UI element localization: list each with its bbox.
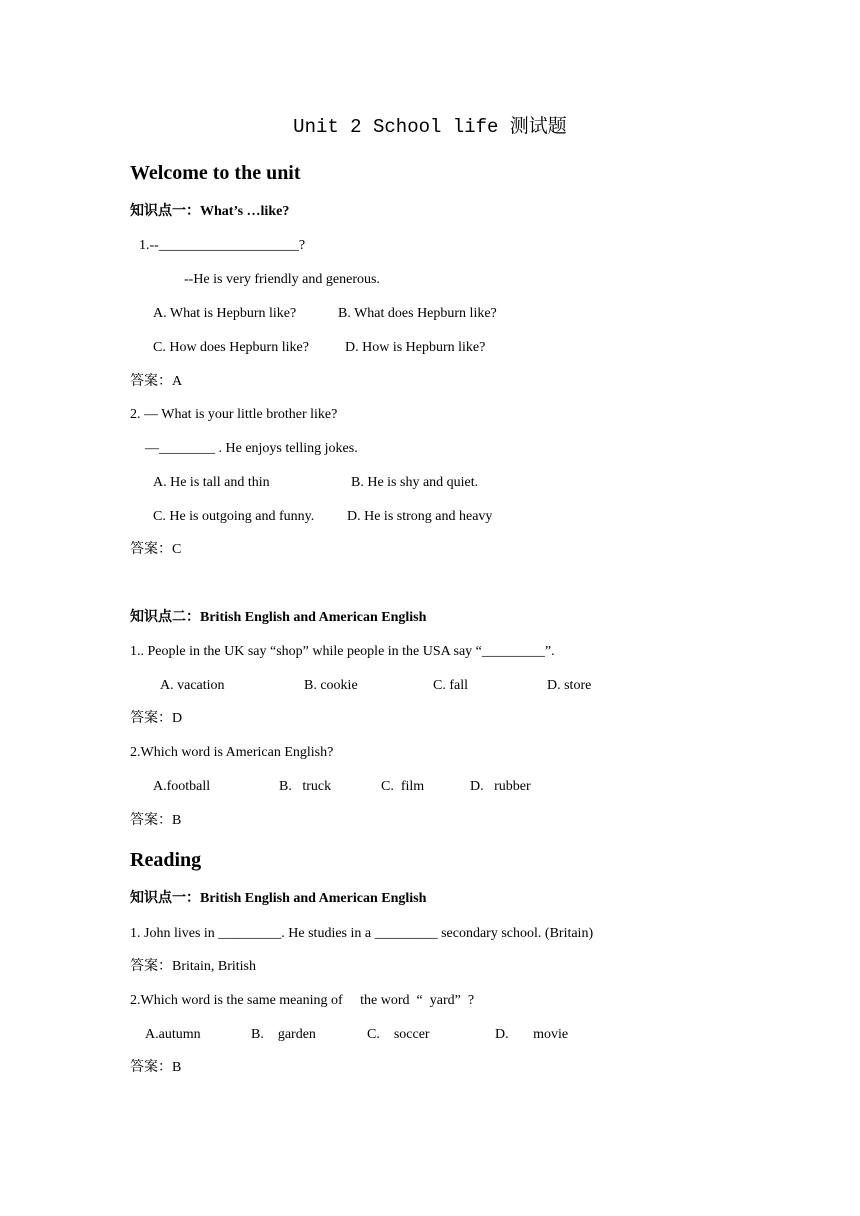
section-heading-reading: Reading [130, 849, 202, 871]
option-d: D. movie [495, 1027, 569, 1042]
option-a: A. vacation [160, 678, 225, 693]
option-c: C. fall [433, 678, 468, 693]
option-c: C. He is outgoing and funny. [153, 509, 315, 524]
option-a: A. He is tall and thin [153, 475, 270, 490]
option-b: B. garden [251, 1027, 316, 1042]
option-a: A. What is Hepburn like? [153, 306, 297, 321]
option-c: C. film [381, 779, 425, 794]
question-stem: 1. John lives in _________. He studies in a _________ secondary school. (Britain) [130, 926, 594, 941]
answer-line: 答案：B [130, 1060, 182, 1075]
option-c: C. How does Hepburn like? [153, 340, 309, 355]
option-d: D. He is strong and heavy [347, 509, 493, 524]
answer-line: 答案：C [130, 542, 182, 557]
question-reply: --He is very friendly and generous. [184, 272, 380, 287]
option-a: A.autumn [145, 1027, 201, 1042]
option-d: D. How is Hepburn like? [345, 340, 486, 355]
option-b: B. He is shy and quiet. [351, 475, 479, 490]
option-a: A.football [153, 779, 211, 794]
question-stem: 2.Which word is the same meaning of the word “ yard” ? [130, 993, 475, 1008]
option-d: D. rubber [470, 779, 531, 794]
knowledge-point-label: 知识点一：British English and American English [130, 891, 427, 906]
option-d: D. store [547, 678, 592, 693]
option-c: C. soccer [367, 1027, 430, 1042]
option-b: B. What does Hepburn like? [338, 306, 497, 321]
knowledge-point-label: 知识点二：British English and American English [130, 610, 427, 625]
question-stem: 2. — What is your little brother like? [130, 407, 338, 422]
answer-line: 答案：Britain, British [130, 959, 256, 974]
option-b: B. truck [279, 779, 332, 794]
question-stem: 1.. People in the UK say “shop” while people in the USA say “_________”. [130, 644, 555, 659]
question-reply: —________ . He enjoys telling jokes. [145, 441, 358, 456]
page-title: Unit 2 School life 测试题 [293, 116, 567, 138]
question-stem: 2.Which word is American English? [130, 745, 334, 760]
answer-line: 答案：A [130, 374, 183, 389]
option-b: B. cookie [304, 678, 358, 693]
question-stem: 1.--____________________? [139, 238, 306, 253]
answer-line: 答案：D [130, 711, 183, 726]
knowledge-point-label: 知识点一：What’s …like? [130, 204, 290, 219]
section-heading-welcome: Welcome to the unit [130, 162, 301, 184]
answer-line: 答案：B [130, 813, 182, 828]
